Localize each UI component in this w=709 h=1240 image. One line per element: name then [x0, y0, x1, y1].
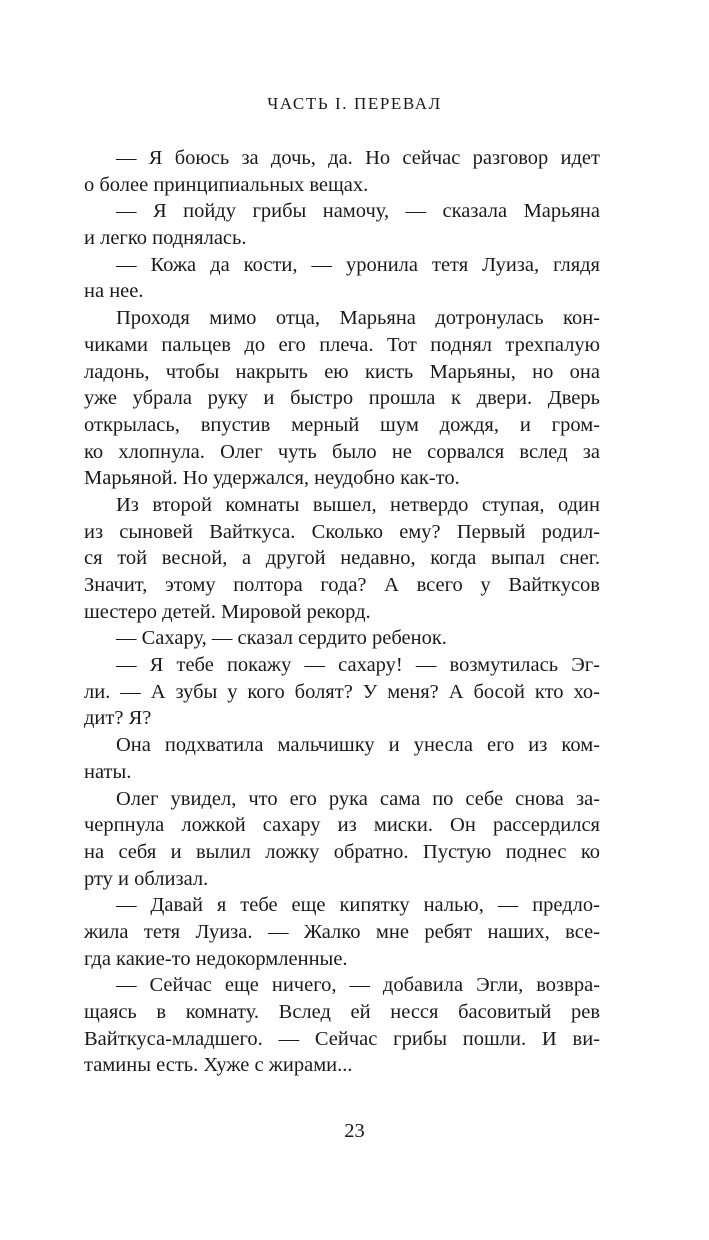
text-line: — Я пойду грибы намочу, — сказала Марьяна — [116, 200, 600, 223]
text-line: уже убрала руку и быстро прошла к двери. Дверь — [84, 387, 600, 410]
text-line: чиками пальцев до его плеча. Тот поднял трехпалую — [84, 333, 600, 356]
text-line: из сыновей Вайткуса. Сколько ему? Первый родил- — [84, 520, 600, 543]
text-line: — Кожа да кости, — уронила тетя Луиза, глядя — [116, 253, 600, 276]
text-line: черпнула ложкой сахару из миски. Он рассердился — [84, 814, 600, 837]
text-line: ся той весной, а другой недавно, когда выпал снег. — [84, 547, 600, 570]
text-line: о более принципиальных вещах. — [84, 173, 369, 196]
text-line: — Давай я тебе еще кипятку налью, — предло- — [116, 894, 600, 917]
text-line: ладонь, чтобы накрыть ею кисть Марьяны, но она — [84, 360, 600, 383]
text-line: — Я боюсь за дочь, да. Но сейчас разговор идет — [116, 147, 600, 169]
text-line: Значит, этому полтора года? А всего у Вайткусов — [84, 574, 600, 596]
text-line: Вайткуса-младшего. — Сейчас грибы пошли. И ви- — [84, 1027, 600, 1050]
text-line: дит? Я? — [84, 707, 152, 730]
text-line: — Я тебе покажу — сахару! — возмутилась Эг- — [116, 654, 600, 677]
text-line: открылась, впустив мерный шум дождя, и гром- — [84, 413, 600, 436]
text-line: щаясь в комнату. Вслед ей несся басовитый рев — [84, 1001, 600, 1023]
text-line: Марьяной. Но удержался, неудобно как-то. — [84, 467, 460, 490]
text-line: ко хлопнула. Олег чуть было не сорвался вслед за — [84, 440, 600, 463]
text-line: Олег увидел, что его рука сама по себе снова за- — [116, 787, 600, 810]
text-line: на нее. — [84, 280, 144, 303]
page-number: 23 — [344, 1120, 365, 1142]
running-head: ЧАСТЬ I. ПЕРЕВАЛ — [267, 94, 442, 113]
text-line: на себя и вылил ложку обратно. Пустую поднес ко — [84, 840, 600, 863]
body-text — [84, 145, 600, 1079]
text-line: — Сейчас еще ничего, — добавила Эгли, возвра- — [116, 974, 600, 997]
text-line: — Сахару, — сказал сердито ребенок. — [116, 627, 447, 650]
text-line: наты. — [84, 760, 132, 783]
text-line: Она подхватила мальчишку и унесла его из ком- — [116, 734, 600, 757]
text-line: тамины есть. Хуже с жирами... — [84, 1054, 353, 1077]
text-line: рту и облизал. — [84, 867, 209, 890]
text-line: ли. — А зубы у кого болят? У меня? А босой кто хо- — [84, 680, 600, 703]
text-line: жила тетя Луиза. — Жалко мне ребят наших, все- — [84, 920, 600, 943]
text-line: гда какие-то недокормленные. — [84, 947, 348, 970]
text-line: Из второй комнаты вышел, нетвердо ступая, один — [116, 493, 600, 516]
text-line: и легко поднялась. — [84, 227, 247, 250]
text-line: Проходя мимо отца, Марьяна дотронулась кон- — [116, 307, 600, 330]
text-line: шестеро детей. Мировой рекорд. — [84, 600, 371, 623]
